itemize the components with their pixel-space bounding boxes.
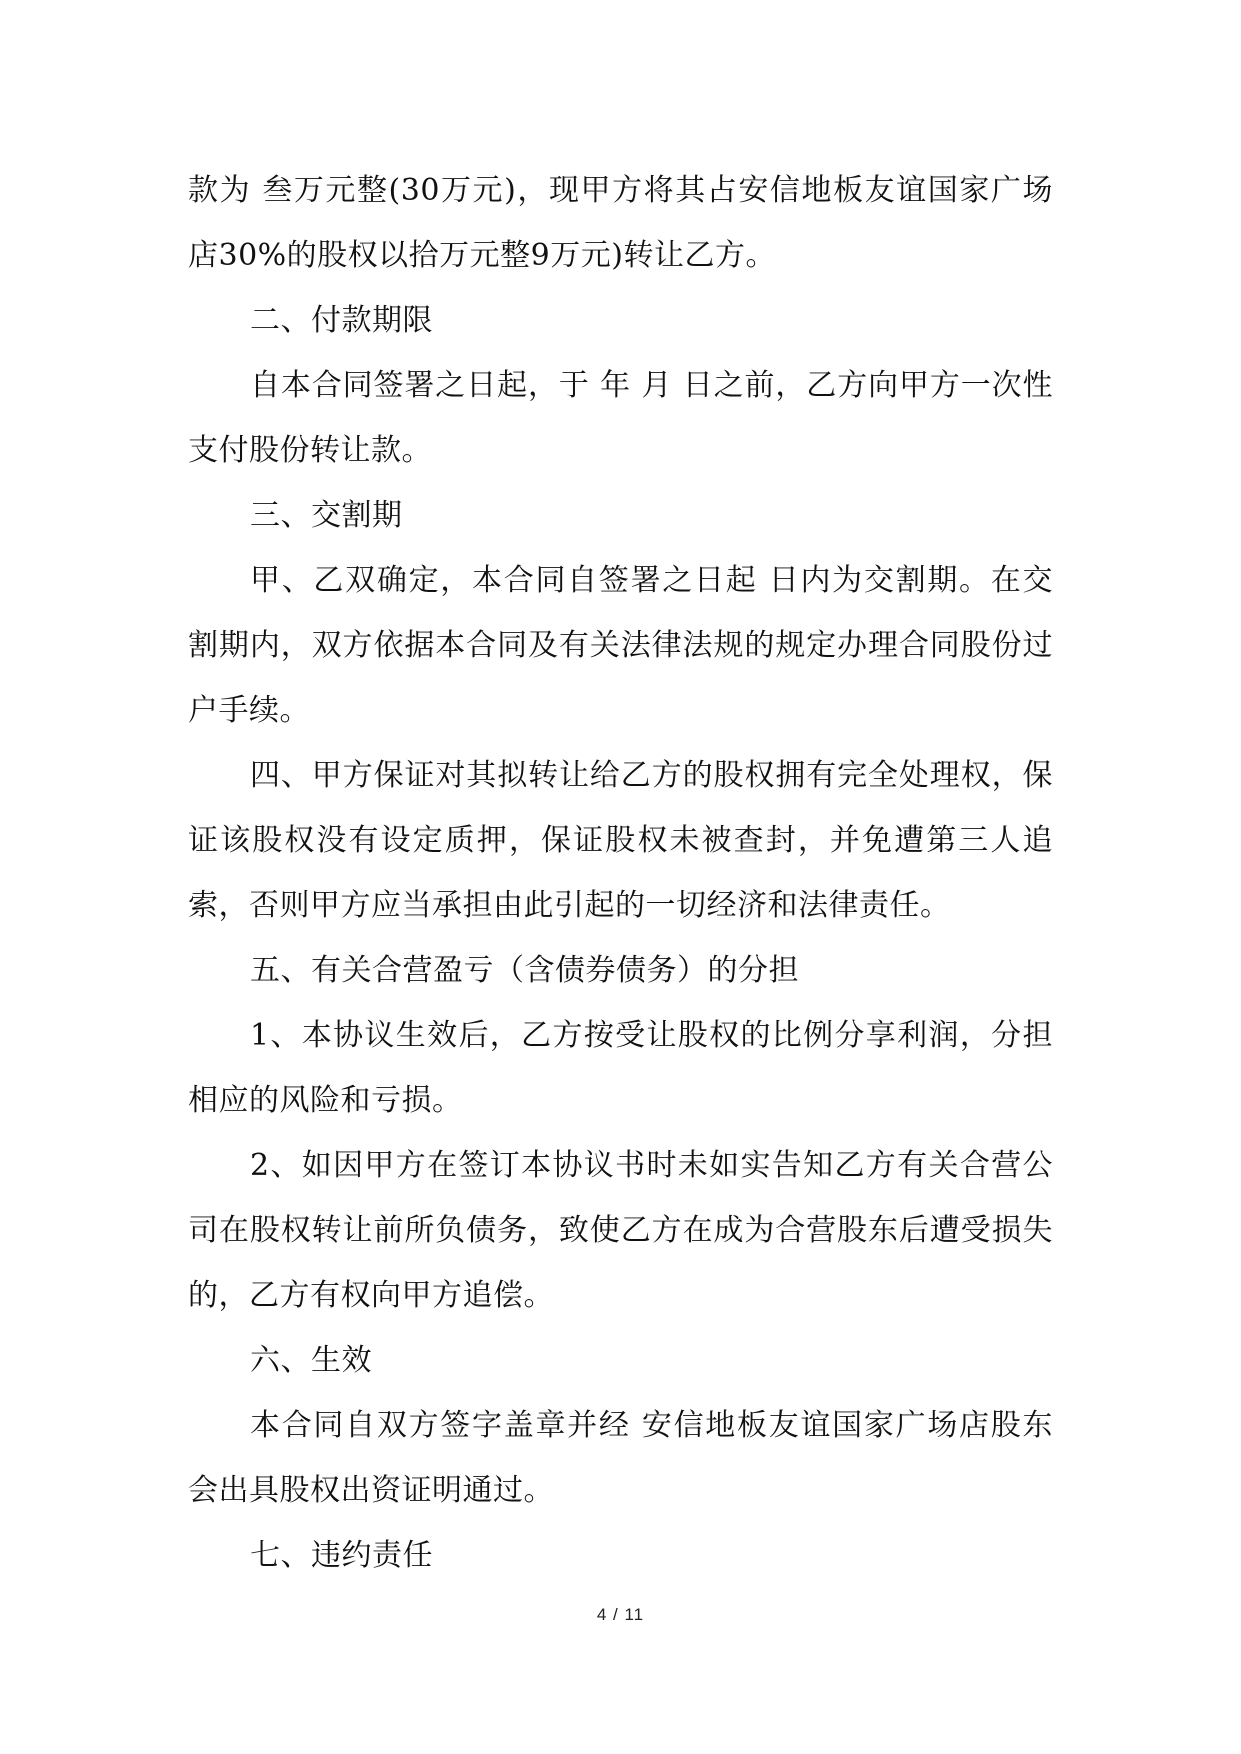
paragraph-settlement-period: 甲、乙双确定，本合同自签署之日起 日内为交割期。在交割期内，双方依据本合同及有关法律法规的规定办理合同股份过户手续。 — [188, 563, 1053, 728]
paragraph-effectiveness: 本合同自双方签字盖章并经 安信地板友谊国家广场店股东会出具股权出资证明通过。 — [188, 1408, 1053, 1508]
section-heading-effectiveness: 六、生效 — [250, 1343, 372, 1378]
page-number: 4 / 11 — [596, 1605, 645, 1624]
section-heading-profit-loss: 五、有关合营盈亏（含债券债务）的分担 — [250, 953, 799, 988]
paragraph-warranty: 四、甲方保证对其拟转让给乙方的股权拥有完全处理权，保证该股权没有设定质押，保证股权未被查封，并免遭第三人追索，否则甲方应当承担由此引起的一切经济和法律责任。 — [188, 758, 1053, 923]
section-heading-breach-liability: 七、违约责任 — [250, 1538, 433, 1573]
document-body — [188, 158, 1053, 1588]
section-heading-payment-term: 二、付款期限 — [250, 303, 433, 338]
paragraph-continuation: 款为 叁万元整(30万元)，现甲方将其占安信地板友谊国家广场店30%的股权以拾万元整9万元)转让乙方。 — [188, 173, 1053, 273]
paragraph-profit-loss-2: 2、如因甲方在签订本协议书时未如实告知乙方有关合营公司在股权转让前所负债务，致使乙方在成为合营股东后遭受损失的，乙方有权向甲方追偿。 — [188, 1148, 1053, 1313]
paragraph-profit-loss-1: 1、本协议生效后，乙方按受让股权的比例分享利润，分担相应的风险和亏损。 — [188, 1018, 1053, 1118]
paragraph-payment-term: 自本合同签署之日起，于 年 月 日之前，乙方向甲方一次性支付股份转让款。 — [188, 368, 1053, 468]
section-heading-settlement-period: 三、交割期 — [250, 498, 403, 533]
